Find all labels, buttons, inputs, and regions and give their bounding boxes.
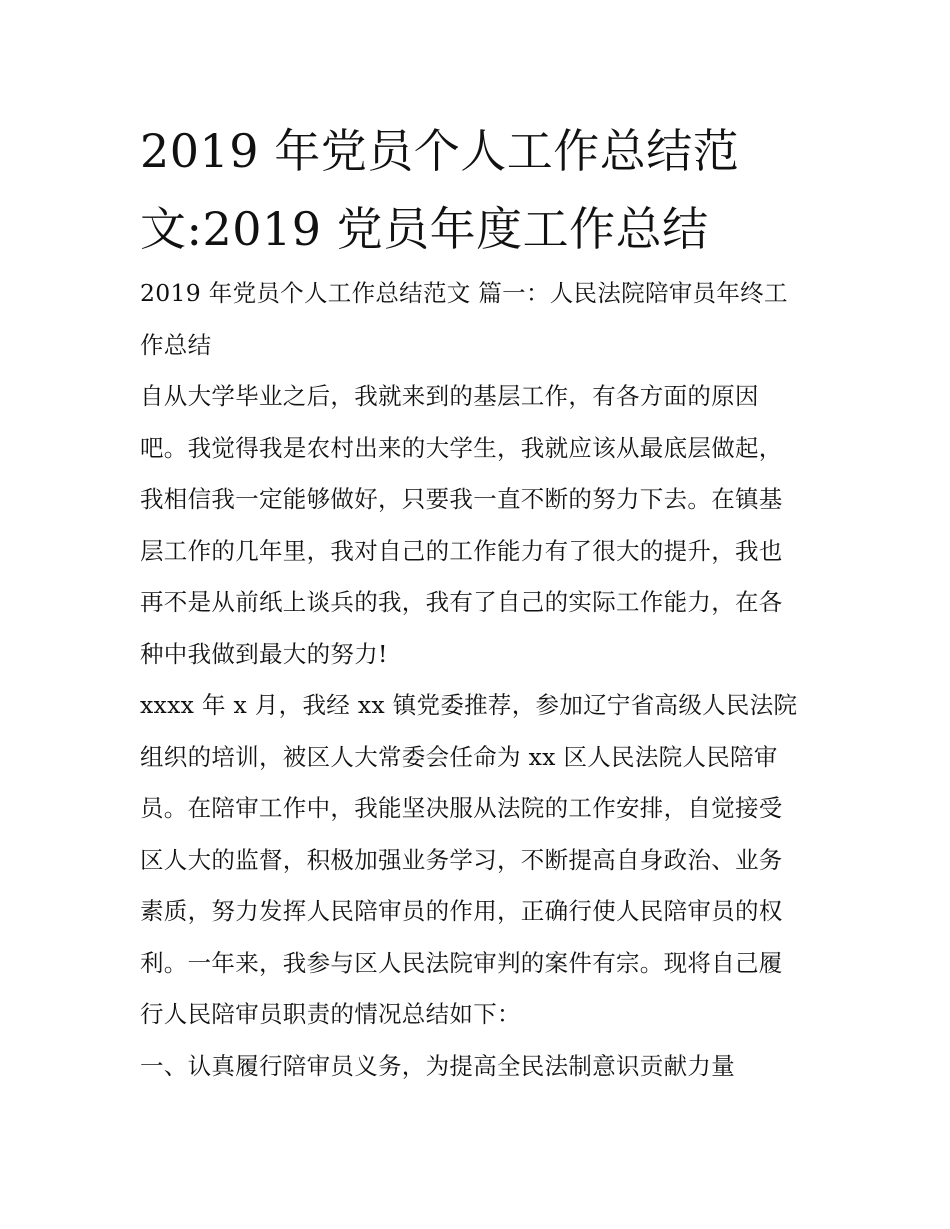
subtitle-line-1: 2019 年党员个人工作总结范文 篇一：人民法院陪审员年终工 (140, 279, 788, 307)
subtitle-line-2: 作总结 (140, 330, 212, 359)
paragraph-1-line-4: 层工作的几年里，我对自己的工作能力有了很大的提升，我也 (140, 536, 783, 565)
paragraph-2-line-5: 素质，努力发挥人民陪审员的作用，正确行使人民陪审员的权 (140, 897, 783, 925)
section-heading: 一、认真履行陪审员义务，为提高全民法制意识贡献力量 (140, 1051, 735, 1080)
paragraph-2-line-7: 行人民陪审员职责的情况总结如下： (140, 1000, 521, 1028)
paragraph-2 (140, 680, 820, 1041)
document-body (140, 112, 820, 1092)
document-title (140, 112, 820, 268)
paragraph-2-line-1: xxxx 年 x 月，我经 xx 镇党委推荐，参加辽宁省高级人民法院 (140, 691, 798, 719)
paragraph-1-line-2: 吧。我觉得我是农村出来的大学生，我就应该从最底层做起， (140, 433, 783, 462)
paragraph-1-line-5: 再不是从前纸上谈兵的我，我有了自己的实际工作能力，在各 (140, 588, 783, 616)
paragraph-1-line-1: 自从大学毕业之后，我就来到的基层工作，有各方面的原因 (140, 382, 759, 410)
paragraph-1-line-6: 种中我做到最大的努力! (140, 639, 388, 668)
paragraph-2-line-3: 员。在陪审工作中，我能坚决服从法院的工作安排，自觉接受 (140, 794, 783, 822)
paragraph-2-line-4: 区人大的监督，积极加强业务学习，不断提高自身政治、业务 (140, 845, 783, 874)
paragraph-1 (140, 371, 820, 680)
paragraph-2-line-6: 利。一年来，我参与区人民法院审判的案件有宗。现将自己履 (140, 948, 783, 977)
title-line-1: 2019 年党员个人工作总结范 (140, 124, 740, 178)
title-line-2: 文:2019 党员年度工作总结 (140, 202, 709, 256)
paragraph-1-line-3: 我相信我一定能够做好，只要我一直不断的努力下去。在镇基 (140, 485, 783, 513)
subtitle (140, 268, 820, 371)
paragraph-2-line-2: 组织的培训，被区人大常委会任命为 xx 区人民法院人民陪审 (140, 742, 778, 771)
